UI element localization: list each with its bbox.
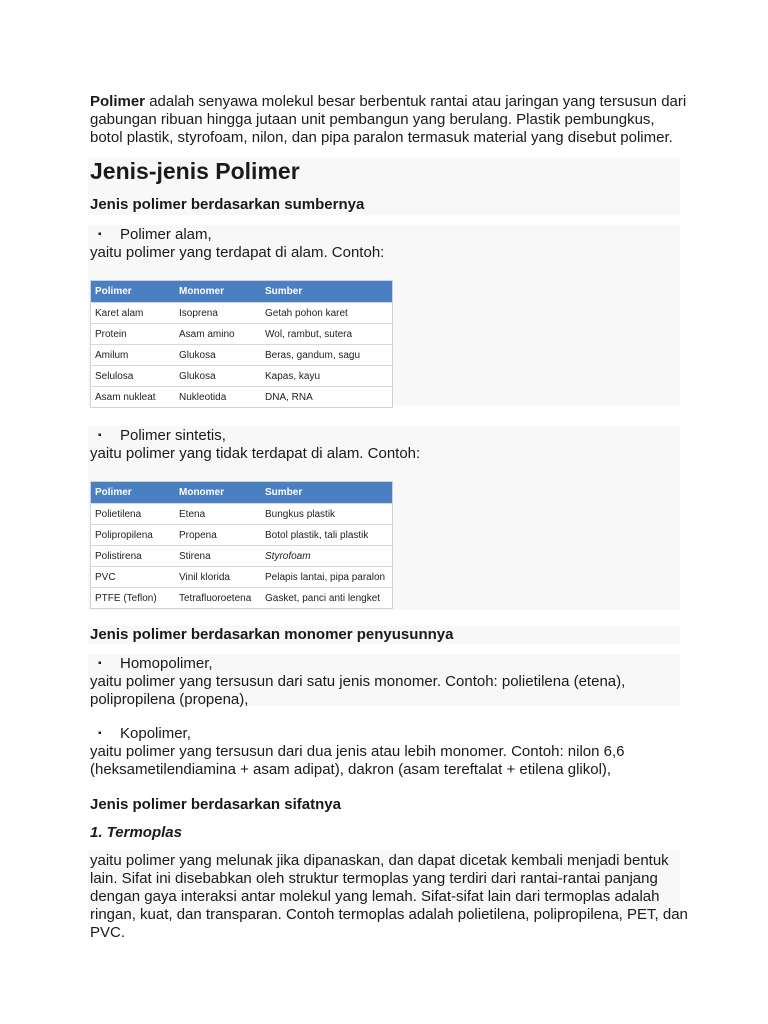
cell: Isoprena xyxy=(175,303,261,324)
desc-homopolimer-line1: yaitu polimer yang tersusun dari satu jenis monomer. Contoh: polietilena (etena), xyxy=(90,673,626,690)
table-row xyxy=(91,567,393,588)
table-polimer-alam xyxy=(90,280,393,408)
desc-homopolimer-line2: polipropilena (propena), xyxy=(90,691,249,708)
cell: Polipropilena xyxy=(91,525,176,546)
bullet-alam-label: Polimer alam, xyxy=(120,226,212,243)
bullet-homopolimer xyxy=(98,655,213,673)
heading-sumber: Jenis polimer berdasarkan sumbernya xyxy=(90,196,365,213)
cell: Etena xyxy=(175,504,261,525)
table-polimer-sintetis xyxy=(90,481,393,609)
col-header: Sumber xyxy=(261,281,393,303)
cell: Glukosa xyxy=(175,345,261,366)
intro-paragraph xyxy=(90,93,690,147)
cell: PTFE (Teflon) xyxy=(91,588,176,609)
bullet-kopolimer xyxy=(98,725,191,743)
bullet-sintetis-label: Polimer sintetis, xyxy=(120,427,226,444)
desc-sintetis: yaitu polimer yang tidak terdapat di alam. Contoh: xyxy=(90,445,421,462)
table-row xyxy=(91,303,393,324)
heading-monomer: Jenis polimer berdasarkan monomer penyusunnya xyxy=(90,626,454,643)
paragraph-termoplas: yaitu polimer yang melunak jika dipanaskan, dan dapat dicetak kembali menjadi bentuk lain. Sifat ini disebabkan oleh struktur termoplas yang terdiri dari rantai-rantai panjang dengan gaya interaksi antar molekul yang lemah. Sifat-sifat lain dari termoplas adalah ringan, kuat, dan transparan. Contoh termoplas adalah polietilena, polipropilena, PET, dan PVC. xyxy=(90,852,688,941)
page-title: Jenis-jenis Polimer xyxy=(90,158,300,184)
cell: Nukleotida xyxy=(175,387,261,408)
cell: Bungkus plastik xyxy=(261,504,393,525)
bullet-glyph: ▪ xyxy=(98,229,102,240)
cell: Asam amino xyxy=(175,324,261,345)
cell: Getah pohon karet xyxy=(261,303,393,324)
bullet-alam xyxy=(98,226,212,244)
cell: Protein xyxy=(91,324,176,345)
table-row xyxy=(91,366,393,387)
bullet-glyph: ▪ xyxy=(98,728,102,739)
table-header-row xyxy=(91,482,393,504)
cell: Kapas, kayu xyxy=(261,366,393,387)
cell: DNA, RNA xyxy=(261,387,393,408)
table-row xyxy=(91,345,393,366)
desc-alam: yaitu polimer yang terdapat di alam. Contoh: xyxy=(90,244,385,261)
heading-sifat: Jenis polimer berdasarkan sifatnya xyxy=(90,796,341,813)
cell: Propena xyxy=(175,525,261,546)
col-header: Sumber xyxy=(261,482,393,504)
bullet-glyph: ▪ xyxy=(98,658,102,669)
cell: Botol plastik, tali plastik xyxy=(261,525,393,546)
desc-kopolimer-line2: (heksametilendiamina + asam adipat), dakron (asam tereftalat + etilena glikol), xyxy=(90,761,612,778)
cell: Tetrafluoroetena xyxy=(175,588,261,609)
cell: Selulosa xyxy=(91,366,176,387)
cell: Vinil klorida xyxy=(175,567,261,588)
desc-kopolimer-line1: yaitu polimer yang tersusun dari dua jenis atau lebih monomer. Contoh: nilon 6,6 xyxy=(90,743,625,760)
table-row xyxy=(91,504,393,525)
col-header: Monomer xyxy=(175,482,261,504)
table-row xyxy=(91,525,393,546)
col-header: Monomer xyxy=(175,281,261,303)
bullet-sintetis xyxy=(98,427,226,445)
bullet-homopolimer-label: Homopolimer, xyxy=(120,655,213,672)
intro-bold-term: Polimer xyxy=(90,93,146,110)
col-header: Polimer xyxy=(91,482,176,504)
cell: Polistirena xyxy=(91,546,176,567)
table-row xyxy=(91,546,393,567)
intro-text: adalah senyawa molekul besar berbentuk rantai atau jaringan yang tersusun dari gabungan ribuan hingga jutaan unit pembangun yang berulang. Plastik pembungkus, botol plastik, styrofoam, nilon, dan pipa paralon termasuk material yang disebut polimer. xyxy=(90,93,687,146)
cell: Wol, rambut, sutera xyxy=(261,324,393,345)
cell: Asam nukleat xyxy=(91,387,176,408)
cell: Pelapis lantai, pipa paralon xyxy=(261,567,393,588)
cell: Glukosa xyxy=(175,366,261,387)
table-row xyxy=(91,387,393,408)
bullet-kopolimer-label: Kopolimer, xyxy=(120,725,191,742)
bullet-glyph: ▪ xyxy=(98,430,102,441)
table-row xyxy=(91,588,393,609)
table-header-row xyxy=(91,281,393,303)
cell: Karet alam xyxy=(91,303,176,324)
table-row xyxy=(91,324,393,345)
subheading-termoplas: 1. Termoplas xyxy=(90,824,182,841)
cell: Amilum xyxy=(91,345,176,366)
cell: Gasket, panci anti lengket xyxy=(261,588,393,609)
col-header: Polimer xyxy=(91,281,176,303)
cell: Stirena xyxy=(175,546,261,567)
cell: Beras, gandum, sagu xyxy=(261,345,393,366)
cell: Styrofoam xyxy=(261,546,393,567)
cell: Polietilena xyxy=(91,504,176,525)
cell: PVC xyxy=(91,567,176,588)
